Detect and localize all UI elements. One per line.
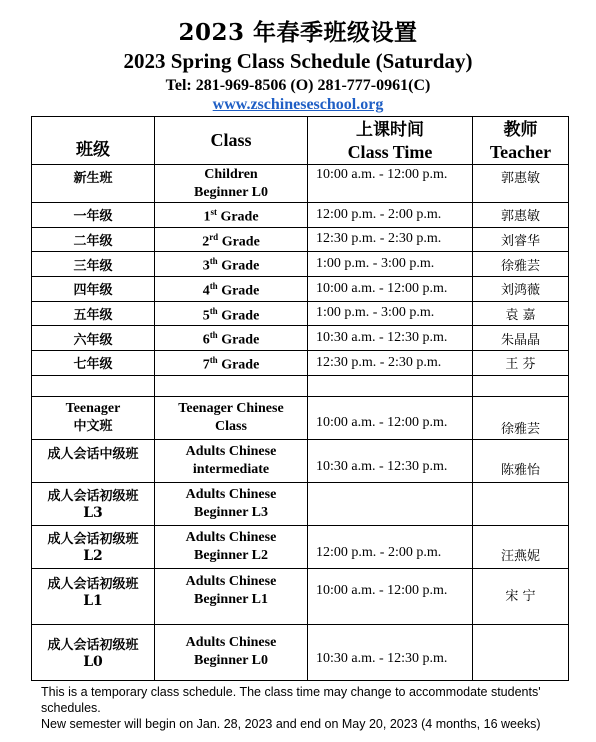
table-row — [32, 203, 569, 228]
level-cell: 成人会话初级班 L1 — [32, 568, 155, 624]
class-cell: Adults Chinese Beginner L0 — [155, 624, 308, 680]
time-cell: 12:30 p.m. - 2:30 p.m. — [308, 227, 473, 252]
table-row — [32, 276, 569, 301]
class-cell: 6th Grade — [155, 326, 308, 351]
class-cell: Teenager Chinese Class — [155, 396, 308, 439]
time-cell: 1:00 p.m. - 3:00 p.m. — [308, 301, 473, 326]
semester-dates-note: New semester will begin on Jan. 28, 2023 and end on May 20, 2023 (4 months, 16 weeks) — [41, 717, 541, 731]
website-link[interactable]: www.zschineseschool.org — [212, 96, 384, 113]
time-cell: 1:00 p.m. - 3:00 p.m. — [308, 252, 473, 277]
teacher-cell: 刘鸿薇 — [473, 276, 569, 301]
header-class-time: 上课时间 Class Time — [308, 117, 473, 165]
level-cell: 一年级 — [32, 203, 155, 228]
class-cell: 7th Grade — [155, 350, 308, 375]
time-cell: 12:00 p.m. - 2:00 p.m. — [308, 525, 473, 568]
teacher-cell: 徐雅芸 — [473, 252, 569, 277]
teacher-cell: 徐雅芸 — [473, 396, 569, 439]
schedule-note: This is a temporary class schedule. The class time may change to accommodate students' schedules. — [41, 685, 541, 715]
class-cell: Adults Chinese intermediate — [155, 439, 308, 482]
table-row — [32, 439, 569, 482]
level-cell: 新生班 — [32, 165, 155, 203]
time-cell: 12:00 p.m. - 2:00 p.m. — [308, 203, 473, 228]
page-title-english: 2023 Spring Class Schedule (Saturday) — [123, 49, 473, 73]
time-cell: 10:00 a.m. - 12:00 p.m. — [308, 165, 473, 203]
class-cell: Adults Chinese Beginner L1 — [155, 568, 308, 624]
level-cell: 四年级 — [32, 276, 155, 301]
teacher-cell — [473, 624, 569, 680]
table-row — [32, 624, 569, 680]
time-cell — [308, 482, 473, 525]
empty-row — [32, 375, 569, 396]
schedule-table — [31, 116, 569, 681]
table-row — [32, 165, 569, 203]
header-level: 班级 — [32, 117, 155, 165]
time-cell: 10:00 a.m. - 12:00 p.m. — [308, 396, 473, 439]
header-teacher: 教师 Teacher — [473, 117, 569, 165]
level-cell: Teenager 中文班 — [32, 396, 155, 439]
class-cell: Adults Chinese Beginner L2 — [155, 525, 308, 568]
table-row — [32, 227, 569, 252]
level-cell: 成人会话中级班 — [32, 439, 155, 482]
time-cell: 10:00 a.m. - 12:00 p.m. — [308, 276, 473, 301]
teacher-cell: 刘睿华 — [473, 227, 569, 252]
table-row — [32, 326, 569, 351]
teacher-cell: 郭惠敏 — [473, 165, 569, 203]
table-row — [32, 525, 569, 568]
teacher-cell: 朱晶晶 — [473, 326, 569, 351]
table-row — [32, 396, 569, 439]
class-cell: 1st Grade — [155, 203, 308, 228]
level-cell: 六年级 — [32, 326, 155, 351]
level-cell: 二年级 — [32, 227, 155, 252]
table-row — [32, 350, 569, 375]
teacher-cell: 汪燕妮 — [473, 525, 569, 568]
level-cell: 七年级 — [32, 350, 155, 375]
level-cell: 成人会话初级班 L0 — [32, 624, 155, 680]
table-row — [32, 568, 569, 624]
table-row — [32, 252, 569, 277]
class-cell: Children Beginner L0 — [155, 165, 308, 203]
contact-phone: Tel: 281-969-8506 (O) 281-777-0961(C) — [165, 77, 431, 94]
class-cell: 3th Grade — [155, 252, 308, 277]
page-title-chinese: 2023 年春季班级设置 — [178, 19, 418, 46]
teacher-cell: 袁 嘉 — [473, 301, 569, 326]
teacher-cell — [473, 482, 569, 525]
class-cell: 4th Grade — [155, 276, 308, 301]
level-cell: 五年级 — [32, 301, 155, 326]
table-row — [32, 482, 569, 525]
time-cell: 10:00 a.m. - 12:00 p.m. — [308, 568, 473, 624]
level-cell: 三年级 — [32, 252, 155, 277]
time-cell: 10:30 a.m. - 12:30 p.m. — [308, 624, 473, 680]
teacher-cell: 王 芬 — [473, 350, 569, 375]
header-class: Class — [155, 117, 308, 165]
time-cell: 12:30 p.m. - 2:30 p.m. — [308, 350, 473, 375]
time-cell: 10:30 a.m. - 12:30 p.m. — [308, 439, 473, 482]
level-cell: 成人会话初级班 L3 — [32, 482, 155, 525]
teacher-cell: 郭惠敏 — [473, 203, 569, 228]
class-cell: 2rd Grade — [155, 227, 308, 252]
table-row — [32, 301, 569, 326]
class-cell: Adults Chinese Beginner L3 — [155, 482, 308, 525]
level-cell: 成人会话初级班 L2 — [32, 525, 155, 568]
table-header-row — [32, 117, 569, 165]
teacher-cell: 宋 宁 — [473, 568, 569, 624]
time-cell: 10:30 a.m. - 12:30 p.m. — [308, 326, 473, 351]
teacher-cell: 陈雅怡 — [473, 439, 569, 482]
class-cell: 5th Grade — [155, 301, 308, 326]
